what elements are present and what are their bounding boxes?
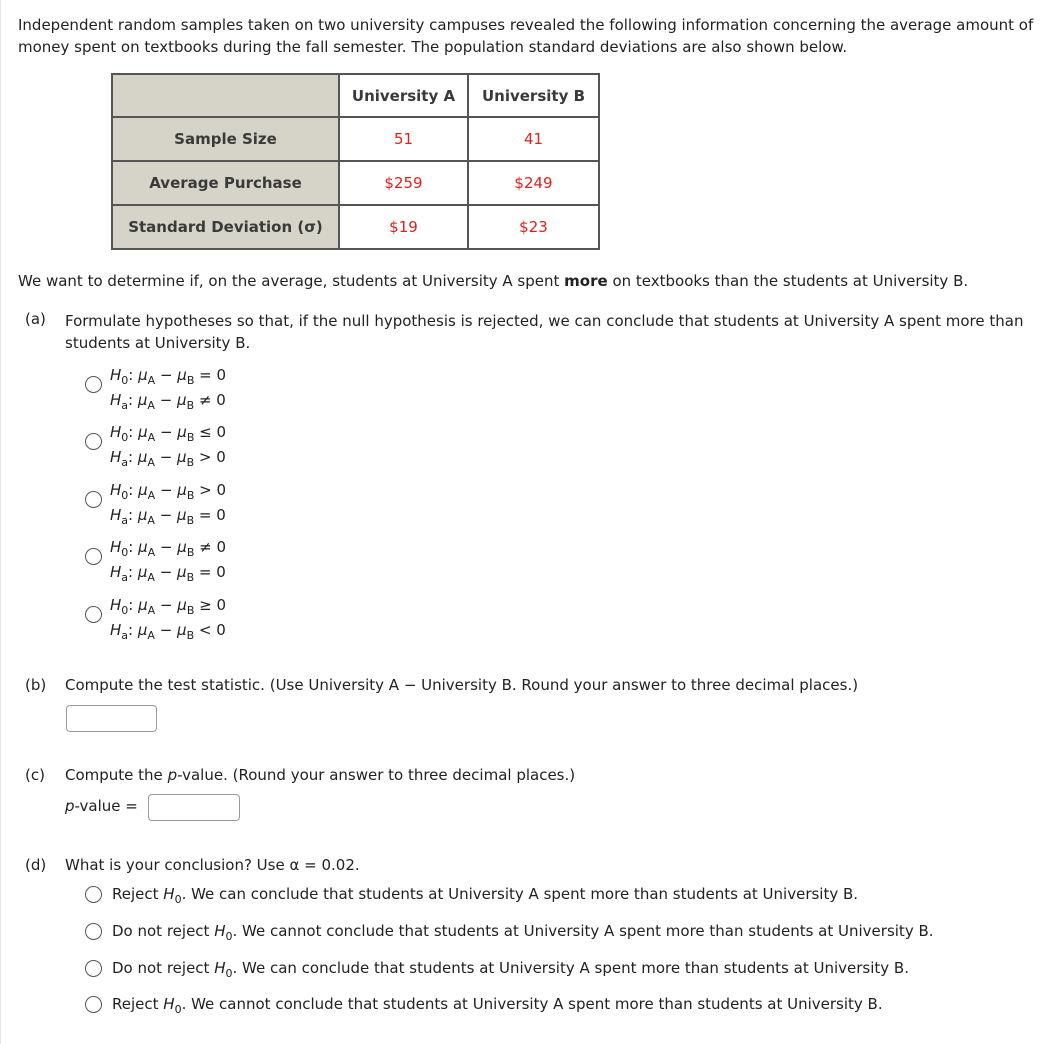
part-b-label: (b) xyxy=(25,676,47,694)
hypothesis-radio[interactable] xyxy=(85,433,102,450)
conclusion-option: Reject $H_0$. We can conclude that students at University A spent more than students at University B. xyxy=(112,885,859,906)
hypothesis-radio[interactable] xyxy=(85,606,102,623)
ha-relation: ≠ 0 xyxy=(198,391,226,409)
conclusion-radio[interactable] xyxy=(85,886,102,903)
table-row xyxy=(112,205,599,249)
conclusion-radio[interactable] xyxy=(85,960,102,977)
h0-relation: ≤ 0 xyxy=(199,423,227,441)
conclusion-radio[interactable] xyxy=(85,996,102,1013)
part-c-text-post: -value. (Round your answer to three decimal places.) xyxy=(177,766,576,784)
pvalue-input[interactable] xyxy=(148,794,240,821)
statement-text: on textbooks than the students at University B. xyxy=(607,272,969,290)
statement-text: We want to determine if, on the average, students at University A spent xyxy=(18,272,565,290)
cell-value: 51 xyxy=(339,117,468,161)
cell-value: $249 xyxy=(468,161,599,205)
conclusion-decision: Reject xyxy=(112,885,164,903)
row-label: Standard Deviation (σ) xyxy=(112,205,339,249)
ha-relation: = 0 xyxy=(198,506,226,524)
null-hypothesis: $H_0$: $\mu_A - \mu_B = 0$ xyxy=(110,366,227,387)
statement-bold: more xyxy=(564,272,608,290)
null-hypothesis: $H_0$: $\mu_A - \mu_B \ne 0$ xyxy=(110,538,227,559)
row-label: Sample Size xyxy=(112,117,339,161)
conclusion-option: Do not reject $H_0$. We cannot conclude that students at University A spent more than students at University B. xyxy=(112,922,934,943)
data-table xyxy=(111,73,600,250)
hypothesis-radio[interactable] xyxy=(85,376,102,393)
pvalue-label-italic: p xyxy=(65,797,75,815)
conclusion-radio[interactable] xyxy=(85,923,102,940)
hypothesis-pair xyxy=(110,596,226,646)
header-university-a: University A xyxy=(339,74,468,117)
alternative-hypothesis: $H_a$: $\mu_A - \mu_B = 0$ xyxy=(110,563,226,584)
conclusion-option: Reject $H_0$. We cannot conclude that students at University A spent more than students at University B. xyxy=(112,995,883,1016)
part-c-text-italic: p xyxy=(167,766,178,784)
ha-relation: > 0 xyxy=(198,448,226,466)
part-a-text: Formulate hypotheses so that, if the null hypothesis is rejected, we can conclude that students at University A spent more than students at University B. xyxy=(65,312,1024,352)
hypothesis-radio[interactable] xyxy=(85,548,102,565)
header-university-b: University B xyxy=(468,74,599,117)
intro-text: Independent random samples taken on two university campuses revealed the following information concerning the average amount of money spent on textbooks during the fall semester. The population standard deviations are also shown below. xyxy=(18,16,1034,56)
pvalue-label-text: -value = xyxy=(74,797,138,815)
row-label: Average Purchase xyxy=(112,161,339,205)
conclusion-statement: . We cannot conclude that students at University A spent more than students at University B. xyxy=(181,995,883,1013)
conclusion-statement: . We can conclude that students at University A spent more than students at University B. xyxy=(232,959,909,977)
conclusion-decision: Do not reject xyxy=(112,959,215,977)
hypothesis-radio[interactable] xyxy=(85,491,102,508)
hypothesis-pair xyxy=(110,538,226,588)
h0-relation: = 0 xyxy=(199,366,227,384)
question-statement xyxy=(18,272,968,290)
conclusion-decision: Do not reject xyxy=(112,922,215,940)
h0-relation: ≥ 0 xyxy=(199,596,227,614)
cell-value: $23 xyxy=(468,205,599,249)
table-corner-cell xyxy=(112,74,339,117)
alternative-hypothesis: $H_a$: $\mu_A - \mu_B \ne 0$ xyxy=(110,391,226,412)
null-hypothesis: $H_0$: $\mu_A - \mu_B \ge 0$ xyxy=(110,596,227,617)
hypothesis-pair xyxy=(110,481,226,531)
null-hypothesis: $H_0$: $\mu_A - \mu_B > 0$ xyxy=(110,481,227,502)
h0-relation: > 0 xyxy=(199,481,227,499)
null-hypothesis: $H_0$: $\mu_A - \mu_B \le 0$ xyxy=(110,423,227,444)
table-header-row xyxy=(112,74,599,117)
part-d-label: (d) xyxy=(25,856,47,874)
table-row xyxy=(112,117,599,161)
table-row xyxy=(112,161,599,205)
cell-value: $259 xyxy=(339,161,468,205)
ha-relation: = 0 xyxy=(198,563,226,581)
pvalue-label xyxy=(65,797,138,815)
alternative-hypothesis: $H_a$: $\mu_A - \mu_B = 0$ xyxy=(110,506,226,527)
hypothesis-pair xyxy=(110,423,226,473)
hypothesis-pair xyxy=(110,366,226,416)
part-a-label: (a) xyxy=(25,310,46,328)
conclusion-decision: Reject xyxy=(112,995,164,1013)
part-c-text-pre: Compute the xyxy=(65,766,168,784)
ha-relation: < 0 xyxy=(198,621,226,639)
part-b-text: Compute the test statistic. (Use University A − University B. Round your answer to three decimal places.) xyxy=(65,676,859,694)
cell-value: 41 xyxy=(468,117,599,161)
part-d-text: What is your conclusion? Use α = 0.02. xyxy=(65,856,360,874)
cell-value: $19 xyxy=(339,205,468,249)
alternative-hypothesis: $H_a$: $\mu_A - \mu_B < 0$ xyxy=(110,621,226,642)
h0-relation: ≠ 0 xyxy=(199,538,227,556)
conclusion-statement: . We cannot conclude that students at University A spent more than students at University B. xyxy=(232,922,934,940)
test-statistic-input[interactable] xyxy=(66,705,157,732)
conclusion-statement: . We can conclude that students at University A spent more than students at University B. xyxy=(181,885,859,903)
part-c-label: (c) xyxy=(25,766,45,784)
conclusion-option: Do not reject $H_0$. We can conclude that students at University A spent more than students at University B. xyxy=(112,959,909,980)
part-c-text xyxy=(65,766,575,784)
left-border xyxy=(0,0,1,1044)
alternative-hypothesis: $H_a$: $\mu_A - \mu_B > 0$ xyxy=(110,448,226,469)
